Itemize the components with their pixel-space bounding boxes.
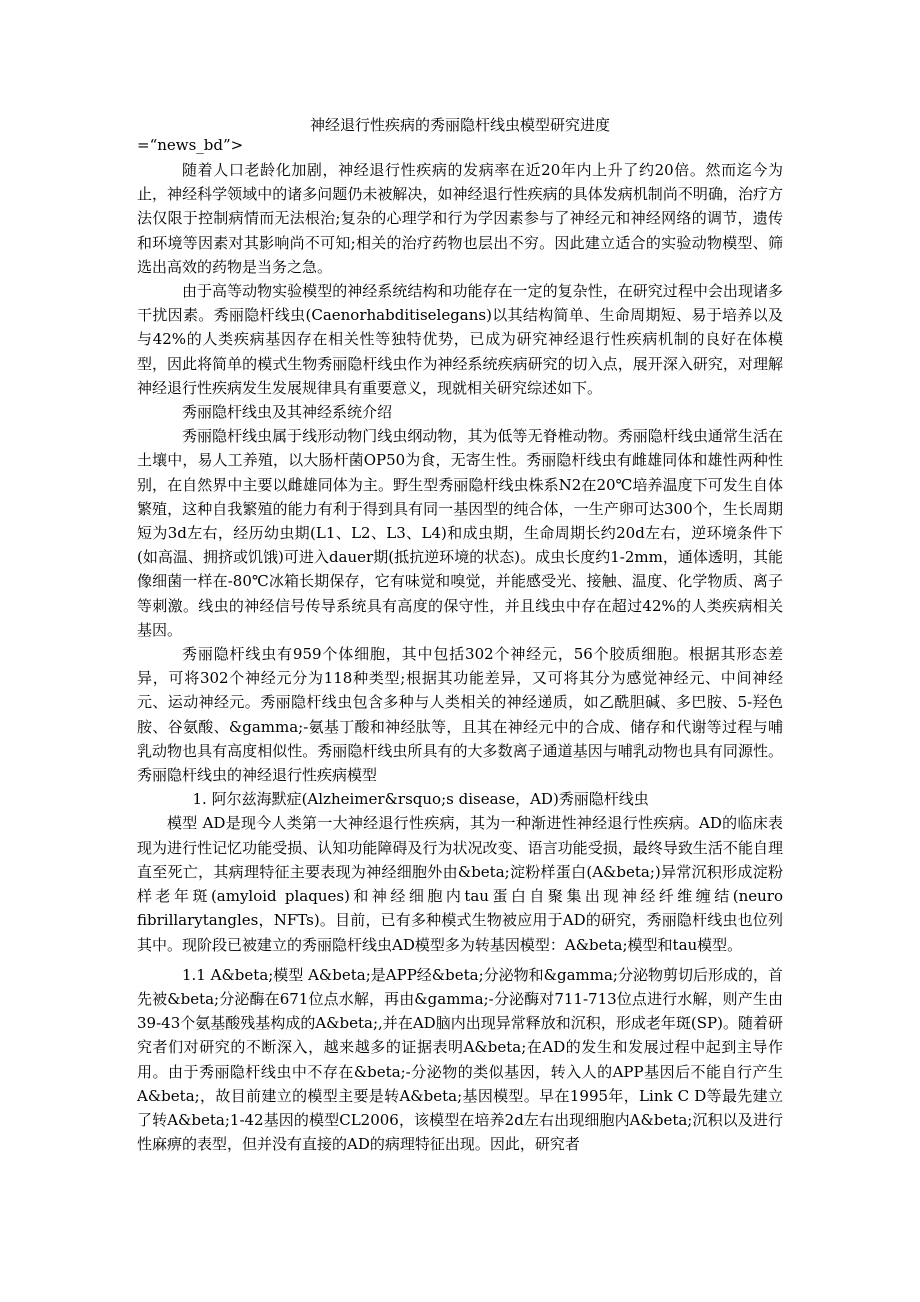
paragraph-nervous-system: 秀丽隐杆线虫有959个体细胞，其中包括302个神经元，56个胶质细胞。根据其形态差异，可将302个神经元分为118种类型;根据其功能差异，又可将其分为感觉神经元、中间神经元、运动神经元。秀丽隐杆线虫包含多种与人类相关的神经递质，如乙酰胆碱、多巴胺、5-羟色胺、谷氨酸、&gamma;-氨基丁酸和神经肽等，且其在神经元中的合成、储存和代谢等过程与哺乳动物也具有高度相似性。秀丽隐杆线虫所具有的大多数离子通道基因与哺乳动物也具有同源性。秀丽隐杆线虫的神经退行性疾病模型 bbox=[137, 645, 783, 785]
paragraph-celegans-biology: 秀丽隐杆线虫属于线形动物门线虫纲动物，其为低等无脊椎动物。秀丽隐杆线虫通常生活在土壤中，易人工养殖，以大肠杆菌OP50为食，无寄生性。秀丽隐杆线虫有雌雄同体和雄性两种性别，在自然界中主要以雌雄同体为主。野生型秀丽隐杆线虫株系N2在20℃培养温度下可发生自体繁殖，这种自我繁殖的能力有利于得到具有同一基因型的纯合体，一生产卵可达300个，生长周期短为3d左右，经历幼虫期(L1、L2、L3、L4)和成虫期，生命周期长约20d左右，逆环境条件下(如高温、拥挤或饥饿)可进入dauer期(抵抗逆环境的状态)。成虫长度约1-2mm，通体透明，其能像细菌一样在-80℃冰箱长期保存，它有味觉和嗅觉，并能感受光、接触、温度、化学物质、离子等刺激。线虫的神经信号传导系统具有高度的保守性，并且线虫中存在超过42%的人类疾病相关基因。 bbox=[137, 427, 783, 639]
section-heading-ad: 1. 阿尔兹海默症(Alzheimer&rsquo;s disease，AD)秀丽隐杆线虫 bbox=[192, 790, 649, 809]
paragraph-background: 由于高等动物实验模型的神经系统结构和功能存在一定的复杂性，在研究过程中会出现诸多干扰因素。秀丽隐杆线虫(Caenorhabditiselegans)以其结构简单、生命周期短、易于培养以及与42%的人类疾病基因存在相关性等独特优势，已成为研究神经退行性疾病机制的良好在体模型，因此将简单的模式生物秀丽隐杆线虫作为神经系统疾病研究的切入点，展开深入研究，对理解神经退行性疾病发生发展规律具有重要意义，现就相关研究综述如下。 bbox=[137, 282, 783, 397]
markup-artifact-text: =“news_bd”> bbox=[137, 136, 244, 154]
document-body bbox=[137, 158, 783, 1156]
document-title: 神经退行性疾病的秀丽隐杆线虫模型研究进度 bbox=[309, 116, 610, 134]
section-heading-celegans: 秀丽隐杆线虫及其神经系统介绍 bbox=[182, 403, 393, 422]
paragraph-intro: 随着人口老龄化加剧，神经退行性疾病的发病率在近20年内上升了约20倍。然而迄今为止，神经科学领域中的诸多问题仍未被解决，如神经退行性疾病的具体发病机制尚不明确，治疗方法仅限于控制病情而无法根治;复杂的心理学和行为学因素参与了神经元和神经网络的调节，遗传和环境等因素对其影响尚不可知;相关的治疗药物也层出不穷。因此建立适合的实验动物模型、筛选出高效的药物是当务之急。 bbox=[137, 161, 783, 276]
paragraph-ad-model: 模型 AD是现今人类第一大神经退行性疾病，其为一种渐进性神经退行性疾病。AD的临床表现为进行性记忆功能受损、认知功能障碍及行为状况改变、语言功能受损，最终导致生活不能自理直至死亡，其病理特征主要表现为神经细胞外由&beta;淀粉样蛋白(A&beta;)异常沉积形成淀粉样老年斑(amyloid plaques)和神经细胞内tau蛋白自聚集出现神经纤维缠结(neuro fibrillarytangles，NFTs)。目前，已有多种模式生物被应用于AD的研究，秀丽隐杆线虫也位列其中。现阶段已被建立的秀丽隐杆线虫AD模型多为转基因模型：A&beta;模型和tau模型。 bbox=[137, 814, 783, 954]
paragraph-abeta-model: 1.1 A&beta;模型 A&beta;是APP经&beta;分泌物和&gamma;分泌物剪切后形成的，首先被&beta;分泌酶在671位点水解，再由&gamma;-分泌酶对711-713位点进行水解，则产生由39-43个氨基酸残基构成的A&beta;,并在AD脑内出现异常释放和沉积，形成老年斑(SP)。随着研究者们对研究的不断深入，越来越多的证据表明A&beta;在AD的发生和发展过程中起到主导作用。由于秀丽隐杆线虫中不存在&beta;-分泌物的类似基因，转入人的APP基因后不能自行产生A&beta;，故目前建立的模型主要是转A&beta;基因模型。早在1995年，Link C D等最先建立了转A&beta;1-42基因的模型CL2006，该模型在培养2d左右出现细胞内A&beta;沉积以及进行性麻痹的表型，但并没有直接的AD的病理特征出现。因此，研究者 bbox=[137, 965, 783, 1154]
